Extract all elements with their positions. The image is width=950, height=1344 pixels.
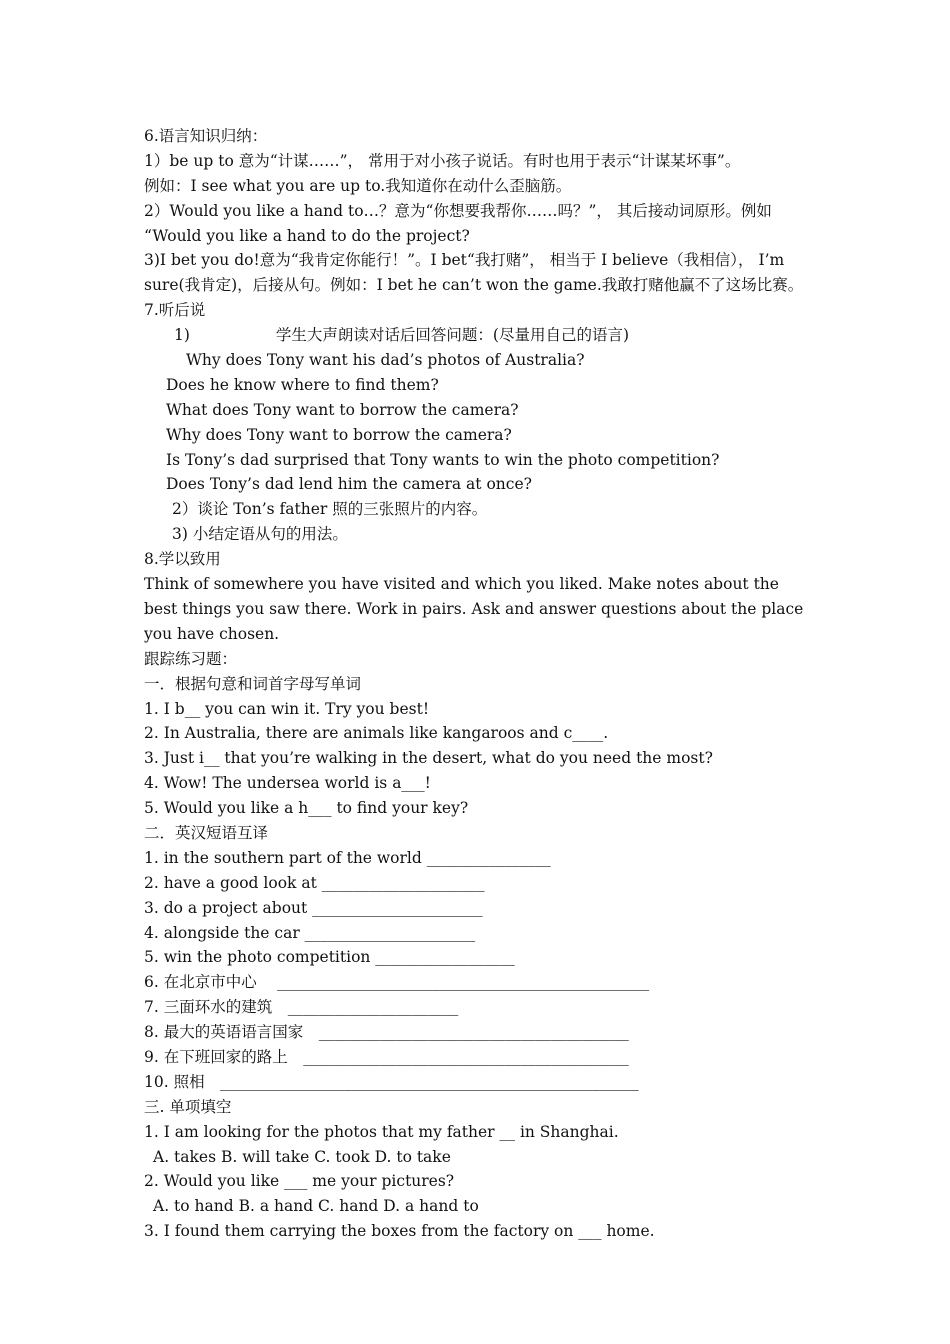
exercise-item: 3. do a project about ______________________ — [144, 898, 483, 917]
section-6-point-2: 2）Would you like a hand to…？意为“你想要我帮你……吗？”， 其后接动词原形。例如 — [144, 201, 772, 220]
section-7-item-1-number: 1) — [174, 326, 190, 345]
multiple-choice-options: A. takes B. will take C. took D. to take — [153, 1147, 451, 1166]
document-body — [144, 124, 810, 1244]
section-6-title: 6.语言知识归纳： — [144, 127, 268, 145]
exercise-item: 5. win the photo competition __________________ — [144, 948, 515, 967]
section-7-item-1 — [144, 323, 810, 348]
multiple-choice-question: 3. I found them carrying the boxes from the factory on ___ home. — [144, 1222, 655, 1241]
exercise-item: 1. I b__ you can win it. Try you best! — [144, 699, 430, 718]
exercise-item: 1. in the southern part of the world ________________ — [144, 848, 551, 867]
exercise-item: 6. 在北京市中心 ________________________________________________ — [144, 973, 650, 992]
section-8-paragraph: Think of somewhere you have visited and which you liked. Make notes about the best things you saw there. Work in pairs. Ask and answer questions about the place you have chosen. — [144, 575, 804, 643]
section-7-title: 7.听后说 — [144, 301, 206, 320]
part-2-title: 二．英汉短语互译 — [144, 823, 269, 842]
section-6-point-2-example: “Would you like a hand to do the project? — [144, 226, 470, 245]
question-line: Does Tony’s dad lend him the camera at once? — [166, 475, 532, 494]
exercise-item: 9. 在下班回家的路上 __________________________________________ — [144, 1048, 629, 1066]
question-line: Why does Tony want to borrow the camera? — [166, 425, 512, 444]
question-line: Is Tony’s dad surprised that Tony wants to win the photo competition? — [166, 450, 720, 469]
multiple-choice-question: 1. I am looking for the photos that my father __ in Shanghai. — [144, 1122, 619, 1141]
question-line: What does Tony want to borrow the camera? — [166, 400, 519, 419]
part-1-title: 一．根据句意和词首字母写单词 — [144, 674, 362, 693]
section-6-point-3-example: sure(我肯定)，后接从句。例如：I bet he can’t won the game.我敢打赌他赢不了这场比赛。 — [144, 276, 804, 295]
section-7-item-2: 2）谈论 Ton’s father 照的三张照片的内容。 — [172, 500, 488, 519]
exercise-item: 2. have a good look at _____________________ — [144, 873, 485, 892]
exercise-item: 5. Would you like a h___ to find your key? — [144, 799, 469, 818]
exercise-item: 7. 三面环水的建筑 ______________________ — [144, 998, 459, 1017]
exercise-item: 10. 照相 ______________________________________________________ — [144, 1072, 639, 1091]
exercise-item: 4. Wow! The undersea world is a___! — [144, 774, 431, 793]
multiple-choice-question: 2. Would you like ___ me your pictures? — [144, 1172, 455, 1191]
exercise-item: 8. 最大的英语语言国家 ________________________________________ — [144, 1023, 629, 1042]
part-3-title: 三. 单项填空 — [144, 1097, 232, 1116]
section-6-point-1: 1）be up to 意为“计谋……”， 常用于对小孩子说话。有时也用于表示“计谋某坏事”。 — [144, 151, 741, 170]
section-6-point-3: 3)I bet you do!意为“我肯定你能行！”。I bet“我打赌”， 相当于 I believe（我相信）， I’m — [144, 251, 785, 270]
exercise-item: 2. In Australia, there are animals like kangaroos and c____. — [144, 724, 609, 743]
section-8-title: 8.学以致用 — [144, 550, 221, 569]
multiple-choice-options: A. to hand B. a hand C. hand D. a hand to — [153, 1197, 479, 1216]
section-7-item-3: 3) 小结定语从句的用法。 — [172, 525, 348, 544]
section-6-point-1-example: 例如：I see what you are up to.我知道你在动什么歪脑筋。 — [144, 176, 572, 195]
exercise-item: 3. Just i__ that you’re walking in the desert, what do you need the most? — [144, 749, 713, 768]
exercise-item: 4. alongside the car ______________________ — [144, 923, 476, 942]
question-line: Why does Tony want his dad’s photos of Australia? — [186, 351, 585, 370]
section-7-item-1-text: 学生大声朗读对话后回答问题：(尽量用自己的语言) — [275, 326, 630, 345]
question-line: Does he know where to find them? — [166, 375, 439, 394]
practice-title: 跟踪练习题： — [144, 649, 238, 668]
